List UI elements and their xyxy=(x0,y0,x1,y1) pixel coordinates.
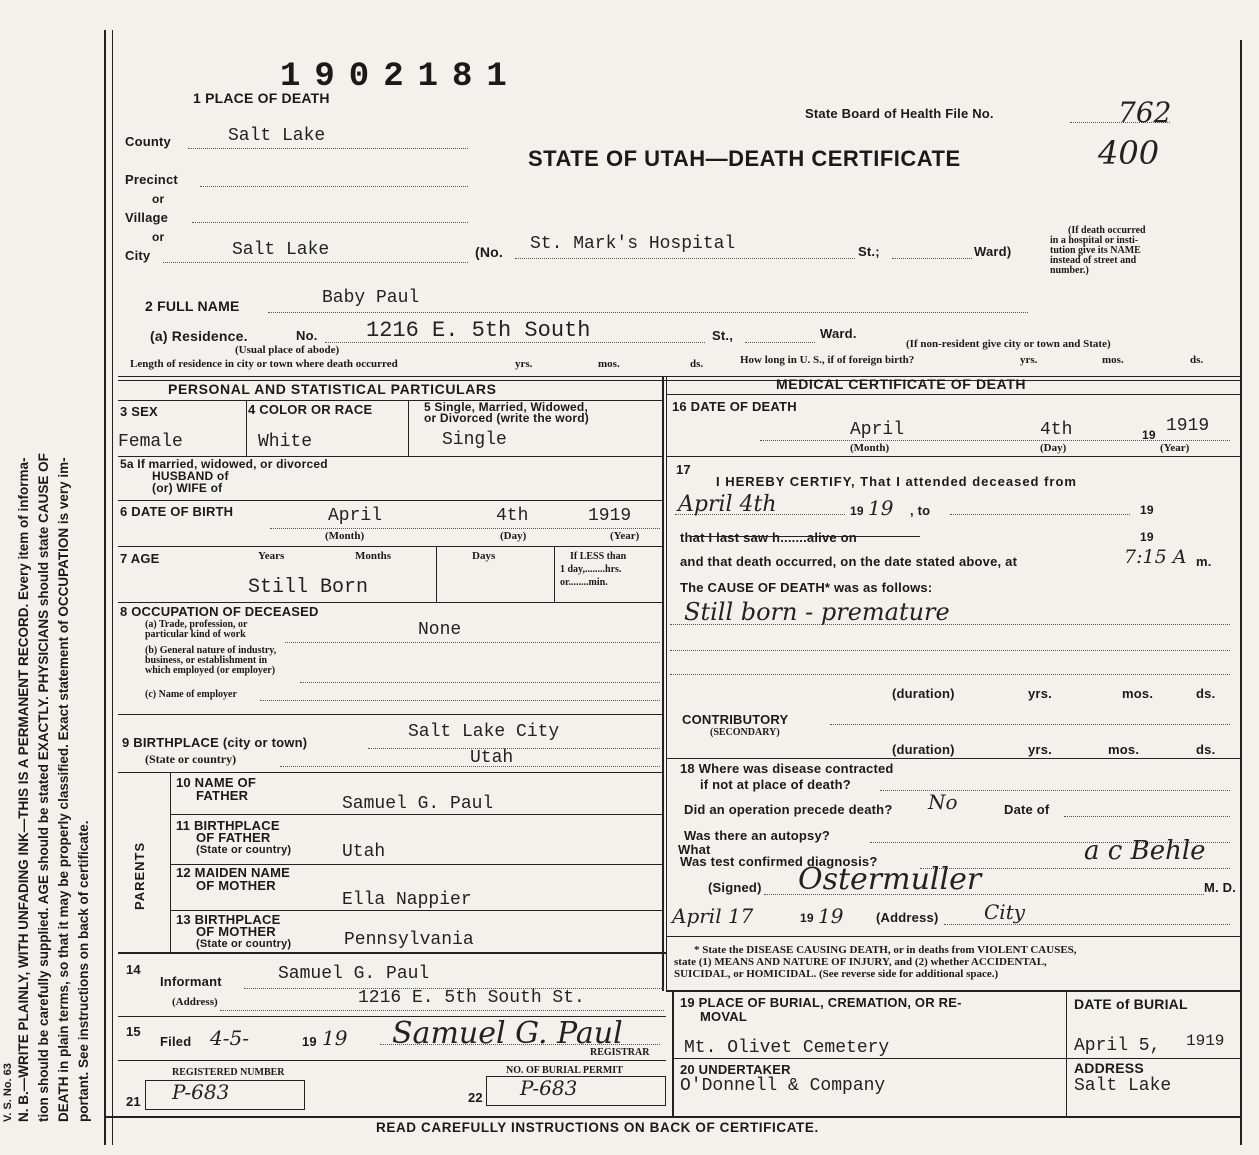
village-label: Village xyxy=(125,210,169,225)
stamp-number: 1902181 xyxy=(280,58,521,96)
duration-mos: mos. xyxy=(1122,686,1154,701)
dob-month-caption: (Month) xyxy=(325,530,365,542)
registered-number-value: P-683 xyxy=(172,1080,230,1104)
margin-line-4: portant. See instructions on back of certificate. xyxy=(76,820,91,1122)
attended-year: 19 xyxy=(868,496,894,520)
date-of-burial-year: 1919 xyxy=(1186,1032,1225,1050)
hospital-note: (If death occurred in a hospital or insti- tution give its NAME instead of street and number.) xyxy=(1050,225,1146,276)
occupation-value: None xyxy=(418,620,462,640)
physician-signature: Ostermuller xyxy=(798,862,982,897)
burial-place-label: 19 PLACE OF BURIAL, CREMATION, OR RE- MOVAL xyxy=(680,995,962,1024)
to-year-prefix: 19 xyxy=(1140,503,1154,517)
burial-permit-value: P-683 xyxy=(520,1076,578,1100)
residence-value: 1216 E. 5th South xyxy=(366,318,591,343)
occupation-c: (c) Name of employer xyxy=(145,689,237,700)
last-saw-year-prefix: 19 xyxy=(1140,530,1154,544)
parents-label: PARENTS xyxy=(132,841,147,910)
father-birthplace-label: 11 BIRTHPLACE OF FATHER (State or country) xyxy=(176,818,292,856)
md-label: M. D. xyxy=(1204,880,1237,895)
father-birthplace-value: Utah xyxy=(342,842,386,862)
birthplace-label: 9 BIRTHPLACE (city or town) xyxy=(122,735,308,750)
residence-yrs: yrs. xyxy=(515,358,533,370)
dod-day-caption: (Day) xyxy=(1040,442,1067,454)
ward-label: Ward) xyxy=(974,244,1012,259)
undertaker-value: O'Donnell & Company xyxy=(680,1076,886,1096)
registrar-signature: Samuel G. Paul xyxy=(392,1016,623,1051)
age-years-caption: Years xyxy=(258,550,285,562)
informant-address-value: 1216 E. 5th South St. xyxy=(358,988,585,1008)
registered-number-label: REGISTERED NUMBER xyxy=(172,1067,285,1078)
birthplace-state: Utah xyxy=(470,748,514,768)
filed-value: 4-5- xyxy=(210,1026,249,1050)
footer-instructions: READ CAREFULLY INSTRUCTIONS ON BACK OF CERTIFICATE. xyxy=(376,1120,819,1135)
mother-birthplace-label: 13 BIRTHPLACE OF MOTHER (State or country) xyxy=(176,912,292,950)
filed-label: Filed xyxy=(160,1034,192,1049)
autopsy-label: Was there an autopsy? xyxy=(684,828,831,843)
operation-label: Did an operation precede death? xyxy=(684,802,893,817)
county-label: County xyxy=(125,134,171,149)
time-m-label: m. xyxy=(1196,554,1212,569)
informant-value: Samuel G. Paul xyxy=(278,964,430,984)
certify-text: I HEREBY CERTIFY, That I attended deceased from xyxy=(716,474,1077,489)
duration-label-2: (duration) xyxy=(892,742,955,757)
color-race-label: 4 COLOR OR RACE xyxy=(248,402,373,417)
mother-name-label: 12 MAIDEN NAME OF MOTHER xyxy=(176,865,291,893)
dob-day-caption: (Day) xyxy=(500,530,527,542)
informant-label: Informant xyxy=(160,974,222,989)
date-of-death-label: 16 DATE OF DEATH xyxy=(672,399,797,414)
dod-day: 4th xyxy=(1040,420,1073,440)
how-long-label: How long in U. S., if of foreign birth? xyxy=(740,354,915,366)
time-of-death: 7:15 A xyxy=(1124,546,1187,568)
dob-month: April xyxy=(328,506,383,526)
attended-year-prefix: 19 xyxy=(850,504,864,518)
cause-of-death-label: The CAUSE OF DEATH* was as follows: xyxy=(680,580,933,595)
signed-label: (Signed) xyxy=(708,880,762,895)
duration-label: (duration) xyxy=(892,686,955,701)
dob-year: 1919 xyxy=(588,506,632,526)
undertaker-label: 20 UNDERTAKER xyxy=(680,1062,791,1077)
margin-line-2: tion should be carefully supplied. AGE should be stated EXACTLY. PHYSICIANS should state CAUSE OF xyxy=(36,453,51,1122)
sex-value: Female xyxy=(118,432,183,452)
residence-ward-label: Ward. xyxy=(820,326,857,341)
test-confirmed-label: Was test confirmed diagnosis? xyxy=(680,854,878,869)
age-value: Still Born xyxy=(248,576,369,599)
death-occurred-label: and that death occurred, on the date stated above, at xyxy=(680,554,1018,569)
hospital-value: St. Mark's Hospital xyxy=(530,234,736,254)
color-race-value: White xyxy=(258,432,313,452)
us-ds: ds. xyxy=(1190,354,1204,366)
if-less-note: If LESS than 1 day,........hrs. or........min. xyxy=(560,551,627,588)
date-of-label: Date of xyxy=(1004,802,1050,817)
county-value: Salt Lake xyxy=(228,126,326,146)
registrar-label: REGISTRAR xyxy=(590,1047,650,1058)
full-name-value: Baby Paul xyxy=(322,288,420,308)
test-confirmed-value: a c Behle xyxy=(1084,836,1206,866)
place-of-death-label: 1 PLACE OF DEATH xyxy=(193,90,330,106)
attended-from-value: April 4th xyxy=(678,492,777,517)
mother-name-value: Ella Nappier xyxy=(342,890,472,910)
medical-section-title: MEDICAL CERTIFICATE OF DEATH xyxy=(776,376,1027,392)
file-number-extra: 400 xyxy=(1098,134,1160,172)
or-label-2: or xyxy=(152,230,165,244)
date-of-burial-value: April 5, xyxy=(1074,1036,1161,1056)
margin-line-3: DEATH in plain terms, so that it may be properly classified. Exact statement of OCCUPATION is very im- xyxy=(56,457,71,1122)
cause-footnote: * State the DISEASE CAUSING DEATH, or in deaths from VIOLENT CAUSES, state (1) MEANS AND NATURE OF INJURY, and (2) whether ACCIDENTAL, SUICIDAL, or HOMICIDAL. (See reverse side for additional space.) xyxy=(674,944,1077,980)
mother-birthplace-value: Pennsylvania xyxy=(344,930,474,950)
filed-year: 19 xyxy=(322,1026,348,1050)
file-number: 762 xyxy=(1118,96,1172,129)
dod-year-caption: (Year) xyxy=(1160,442,1190,454)
residence-mos: mos. xyxy=(598,358,620,370)
length-of-residence-label: Length of residence in city or town where death occurred xyxy=(130,358,398,370)
father-name-label: 10 NAME OF FATHER xyxy=(176,775,257,803)
item-22-number: 22 xyxy=(468,1090,483,1105)
father-name-value: Samuel G. Paul xyxy=(342,794,494,814)
duration-yrs-2: yrs. xyxy=(1028,742,1052,757)
filed-year-prefix: 19 xyxy=(302,1034,317,1049)
occupation-a: (a) Trade, profession, or particular kind of work xyxy=(145,619,248,640)
burial-permit-label: NO. OF BURIAL PERMIT xyxy=(506,1065,623,1076)
signed-date-value: April 17 xyxy=(672,904,754,928)
age-months-caption: Months xyxy=(355,550,392,562)
signed-year-prefix: 19 xyxy=(800,911,814,925)
residence-no-label: No. xyxy=(296,328,318,343)
full-name-label: 2 FULL NAME xyxy=(145,298,240,314)
q18-label: 18 Where was disease contracted if not at place of death? xyxy=(680,761,894,792)
us-yrs: yrs. xyxy=(1020,354,1038,366)
undertaker-address-label: ADDRESS xyxy=(1074,1060,1144,1076)
marital-label: 5 Single, Married, Widowed, or Divorced (write the word) xyxy=(424,400,589,425)
date-of-birth-label: 6 DATE OF BIRTH xyxy=(120,504,234,519)
residence-street-label: St., xyxy=(712,328,734,343)
dob-day: 4th xyxy=(496,506,529,526)
contributory-label: CONTRIBUTORY xyxy=(682,712,789,727)
to-label: , to xyxy=(910,503,931,518)
signed-year: 19 xyxy=(818,904,844,928)
married-label: 5a If married, widowed, or divorced HUSBAND of (or) WIFE of xyxy=(120,457,328,495)
precinct-label: Precinct xyxy=(125,172,178,187)
cause-of-death-value: Still born - premature xyxy=(684,598,950,626)
secondary-label: (SECONDARY) xyxy=(710,727,780,738)
item-21-number: 21 xyxy=(126,1094,141,1109)
marital-value: Single xyxy=(442,430,507,450)
physician-address-value: City xyxy=(984,900,1026,924)
sex-label: 3 SEX xyxy=(120,404,158,419)
form-number: V. S. No. 63 xyxy=(2,1063,14,1122)
duration-ds-2: ds. xyxy=(1196,742,1216,757)
us-mos: mos. xyxy=(1102,354,1124,366)
usual-place-caption: (Usual place of abode) xyxy=(235,344,340,356)
item-15-number: 15 xyxy=(126,1024,141,1039)
dod-month: April xyxy=(850,420,905,440)
dob-year-caption: (Year) xyxy=(610,530,640,542)
date-of-burial-label: DATE of BURIAL xyxy=(1074,996,1188,1012)
age-label: 7 AGE xyxy=(120,551,160,566)
duration-yrs: yrs. xyxy=(1028,686,1052,701)
occupation-b: (b) General nature of industry, business, or establishment in which employed (or employer) xyxy=(145,645,277,676)
margin-line-1: N. B.—WRITE PLAINLY, WITH UNFADING INK—THIS IS A PERMANENT RECORD. Every item of informa- xyxy=(16,457,31,1122)
street-no-label: (No. xyxy=(475,244,504,260)
birthplace-sub-label: (State or country) xyxy=(145,752,237,766)
occupation-label: 8 OCCUPATION OF DECEASED xyxy=(120,604,319,619)
last-saw-label: that I last saw h.......alive on xyxy=(680,530,857,545)
burial-place-value: Mt. Olivet Cemetery xyxy=(684,1038,890,1058)
residence-label: (a) Residence. xyxy=(150,328,248,344)
certificate-title: STATE OF UTAH—DEATH CERTIFICATE xyxy=(528,146,961,171)
street-label: St.; xyxy=(858,244,880,259)
file-number-label: State Board of Health File No. xyxy=(805,106,994,121)
birthplace-city: Salt Lake City xyxy=(408,722,560,742)
age-days-caption: Days xyxy=(472,550,496,562)
dod-month-caption: (Month) xyxy=(850,442,890,454)
duration-mos-2: mos. xyxy=(1108,742,1140,757)
physician-address-label: (Address) xyxy=(876,910,939,925)
personal-section-title: PERSONAL AND STATISTICAL PARTICULARS xyxy=(168,381,497,397)
dod-year-prefix: 19 xyxy=(1142,428,1156,442)
nonresident-note: (If non-resident give city or town and State) xyxy=(906,338,1111,350)
operation-value: No xyxy=(928,790,958,814)
informant-address-label: (Address) xyxy=(172,996,218,1008)
dod-year: 1919 xyxy=(1166,416,1210,436)
or-label-1: or xyxy=(152,192,165,206)
undertaker-address-value: Salt Lake xyxy=(1074,1076,1172,1096)
duration-ds: ds. xyxy=(1196,686,1216,701)
residence-ds: ds. xyxy=(690,358,704,370)
item-17-number: 17 xyxy=(676,462,691,477)
what-label: What xyxy=(678,842,711,857)
item-14-number: 14 xyxy=(126,962,141,977)
city-value: Salt Lake xyxy=(232,240,330,260)
city-label: City xyxy=(125,248,151,263)
